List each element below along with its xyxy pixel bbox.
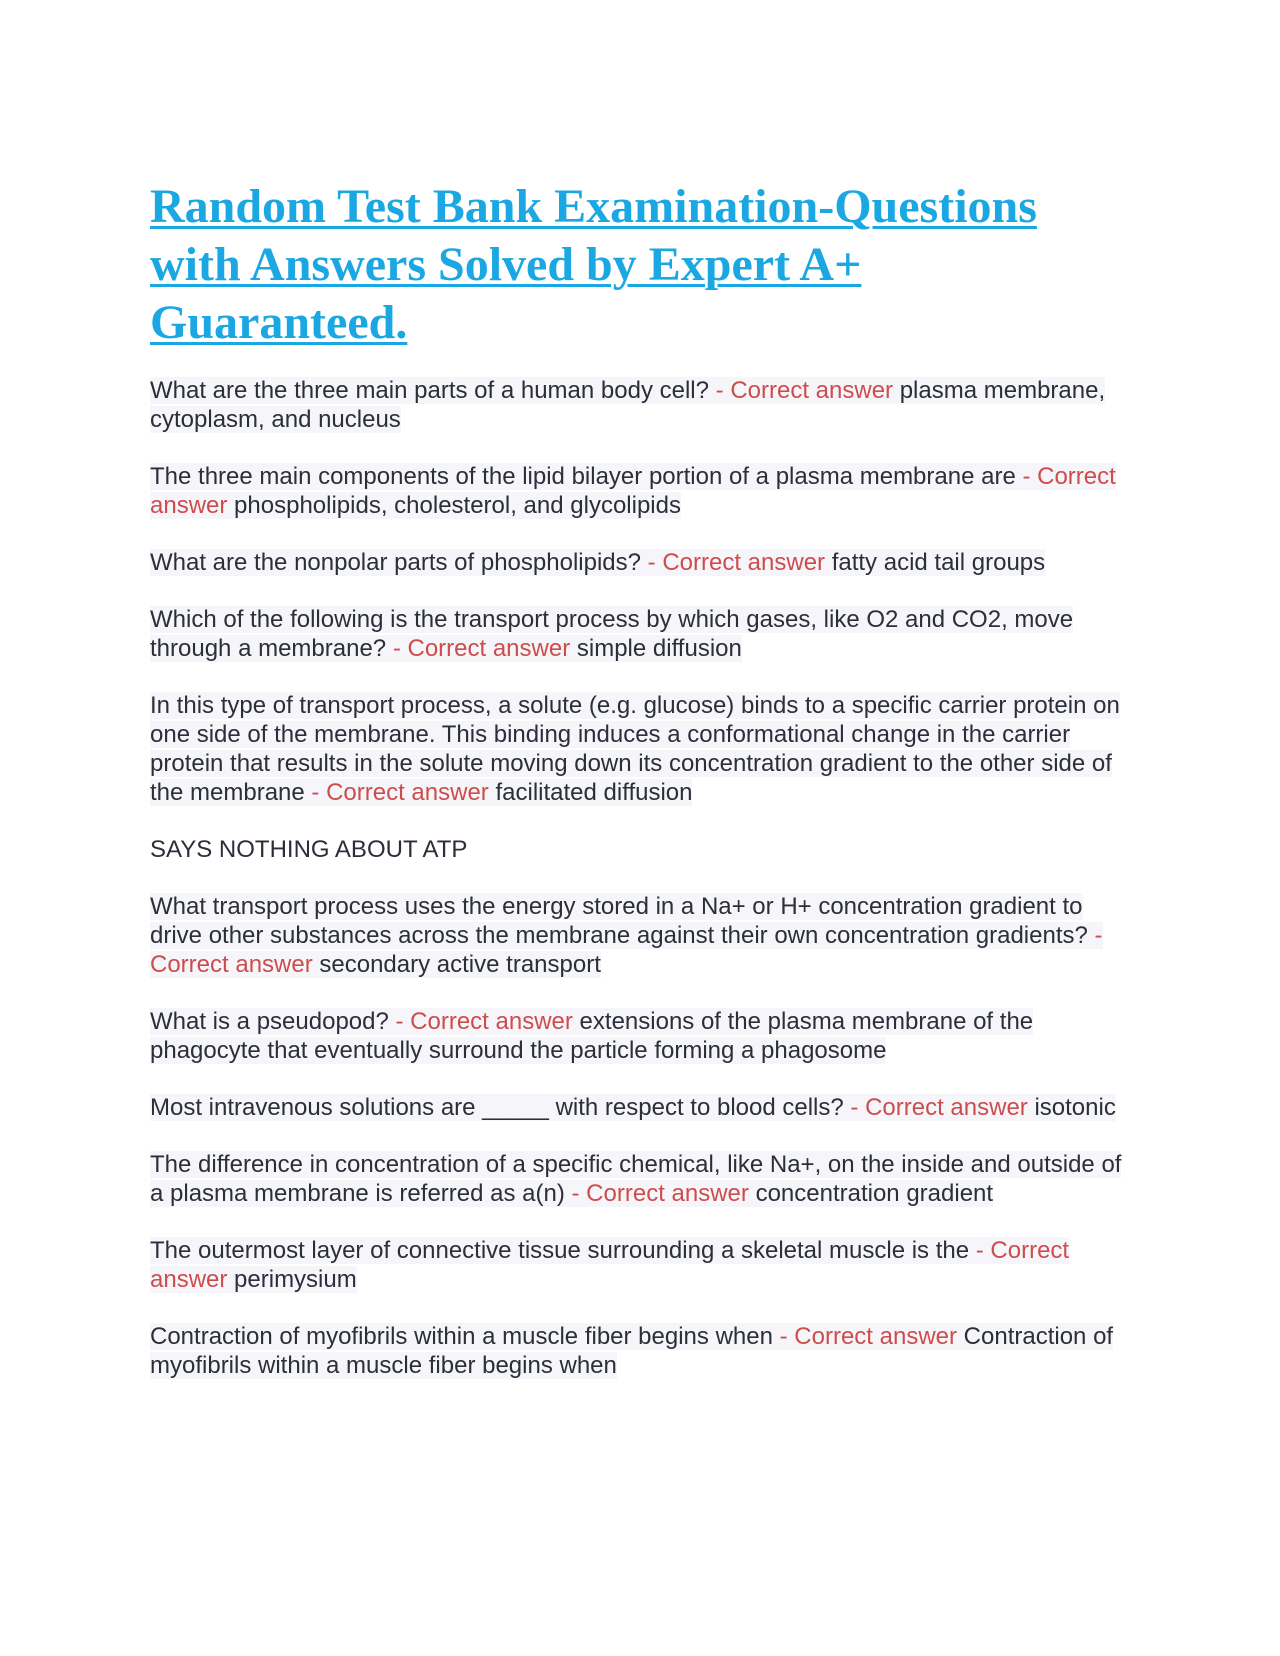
- answer-marker: - Correct answer: [647, 549, 826, 576]
- answer-marker: - Correct answer: [311, 779, 489, 806]
- question-text: The outermost layer of connective tissue surrounding a skeletal muscle is the: [150, 1237, 970, 1264]
- answer-text: phospholipids, cholesterol, and glycolipids: [234, 492, 681, 519]
- question-text: The difference in concentration of a specific chemical, like Na+, on the inside and outside of a plasma membrane is referred as a(n): [150, 1151, 1122, 1207]
- question-text: In this type of transport process, a solute (e.g. glucose) binds to a specific carrier protein on one side of the membrane. This binding induces a conformational change in the carrier protein that results in the solute moving down its concentration gradient to the other side of the membrane: [150, 692, 1120, 806]
- qa-item: [150, 892, 1130, 979]
- qa-item: [150, 462, 1130, 520]
- answer-marker: - Correct answer: [850, 1094, 1028, 1121]
- answer-text: plasma membrane, cytoplasm, and nucleus: [150, 377, 1106, 433]
- answer-marker: - Correct answer: [715, 377, 894, 404]
- answer-marker: - Correct answer: [150, 1237, 1070, 1293]
- qa-item: [150, 376, 1130, 434]
- question-text: Contraction of myofibrils within a muscle fiber begins when: [150, 1323, 773, 1350]
- answer-marker: - Correct answer: [150, 922, 1103, 978]
- answer-text: Contraction of myofibrils within a muscle fiber begins when: [150, 1323, 1114, 1379]
- answer-text: extensions of the plasma membrane of the phagocyte that eventually surround the particle forming a phagosome: [150, 1008, 1034, 1064]
- answer-text: isotonic: [1034, 1094, 1116, 1121]
- answer-text: perimysium: [234, 1266, 357, 1293]
- qa-item: [150, 1150, 1130, 1208]
- answer-text: secondary active transport: [319, 951, 601, 978]
- qa-item: [150, 1093, 1130, 1122]
- answer-text: fatty acid tail groups: [831, 549, 1046, 576]
- question-text: Which of the following is the transport process by which gases, like O2 and CO2, move through a membrane?: [150, 606, 1074, 662]
- question-text: The three main components of the lipid bilayer portion of a plasma membrane are: [150, 463, 1016, 490]
- question-text: What transport process uses the energy stored in a Na+ or H+ concentration gradient to drive other substances across the membrane against their own concentration gradients?: [150, 893, 1088, 949]
- question-text: What are the three main parts of a human body cell?: [150, 377, 709, 404]
- answer-text: concentration gradient: [755, 1180, 994, 1207]
- answer-marker: - Correct answer: [392, 635, 571, 662]
- question-text: What are the nonpolar parts of phospholipids?: [150, 549, 641, 576]
- document-title[interactable]: Random Test Bank Examination-Questions with Answers Solved by Expert A+ Guaranteed.: [150, 180, 1037, 349]
- answer-marker: - Correct answer: [571, 1180, 749, 1207]
- answer-marker: - Correct answer: [779, 1323, 957, 1350]
- qa-item: [150, 1322, 1130, 1380]
- answer-text: facilitated diffusion: [495, 779, 693, 806]
- note-text: SAYS NOTHING ABOUT ATP: [150, 836, 468, 863]
- document-page: [150, 178, 1130, 1408]
- qa-item: [150, 1236, 1130, 1294]
- qa-item: [150, 548, 1130, 577]
- answer-marker: - Correct answer: [395, 1008, 573, 1035]
- qa-item: [150, 605, 1130, 663]
- answer-marker: - Correct answer: [150, 463, 1116, 519]
- question-text: Most intravenous solutions are _____ with respect to blood cells?: [150, 1094, 844, 1121]
- qa-list: [150, 376, 1130, 1380]
- qa-item: [150, 1007, 1130, 1065]
- qa-item: [150, 691, 1130, 807]
- answer-text: simple diffusion: [576, 635, 742, 662]
- question-text: What is a pseudopod?: [150, 1008, 389, 1035]
